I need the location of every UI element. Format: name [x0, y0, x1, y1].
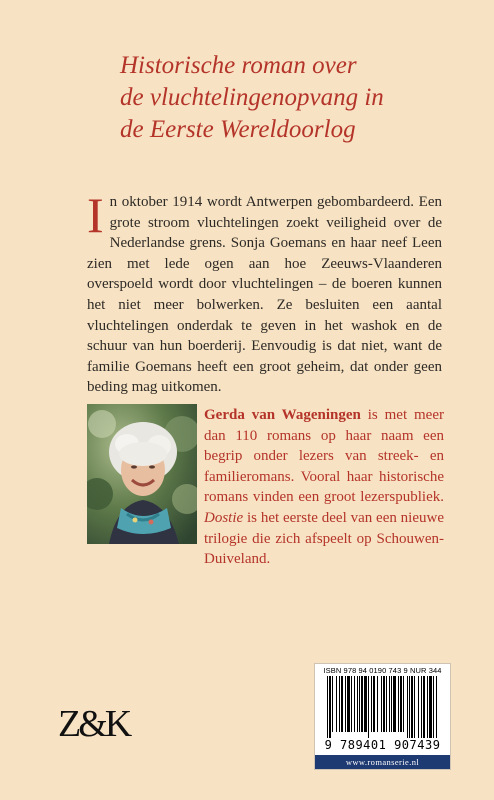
synopsis-text: n oktober 1914 wordt Antwerpen gebombardeerd. Een grote stroom vluchtelingen zoekt veiligheid over de Nederlandse grens. Sonja Goemans en haar neef Leen zien met lede ogen aan hoe Zeeuws-Vlaanderen overspoeld wordt door vluchtelingen – de boeren kunnen het niet meer bolwerken. Ze besluiten een aantal vluchtelingen onderdak te geven in het washok en de schuur van hun boerderij. Eenvoudig is dat niet, want de familie Goemans heeft een groot geheim, dat onder geen beding mag uitkomen.	[87, 194, 442, 396]
synopsis	[87, 187, 442, 398]
publisher-url[interactable]: www.romanserie.nl	[315, 755, 450, 769]
barcode-digits: 9 789401 907439	[324, 738, 441, 752]
tagline-line-1: Historische roman over	[120, 52, 357, 79]
barcode-icon	[327, 676, 438, 738]
barcode-box	[314, 663, 451, 770]
author-bio	[204, 405, 444, 570]
isbn-line: ISBN 978 94 0190 743 9 NUR 344	[323, 666, 442, 675]
publisher-logo: Z&K	[58, 703, 130, 745]
tagline-line-3: de Eerste Wereldoorlog	[120, 116, 356, 143]
author-name: Gerda van Wageningen	[204, 407, 361, 423]
tagline	[120, 50, 440, 146]
author-photo	[87, 404, 197, 544]
author-bio-text-2: is het eerste deel van een nieuwe trilogie die zich afspeelt op Schouwen-Duiveland.	[204, 509, 444, 568]
tagline-line-2: de vluchtelingenopvang in	[120, 84, 384, 111]
dropcap: I	[87, 187, 104, 243]
author-bio-text-1: is met meer dan 110 romans op haar naam een begrip onder lezers van streek- en familieromans. Vooral haar historische romans vinden een groot lezerspubliek.	[204, 407, 444, 506]
book-title: Dostie	[204, 509, 244, 526]
author-portrait	[87, 404, 197, 544]
